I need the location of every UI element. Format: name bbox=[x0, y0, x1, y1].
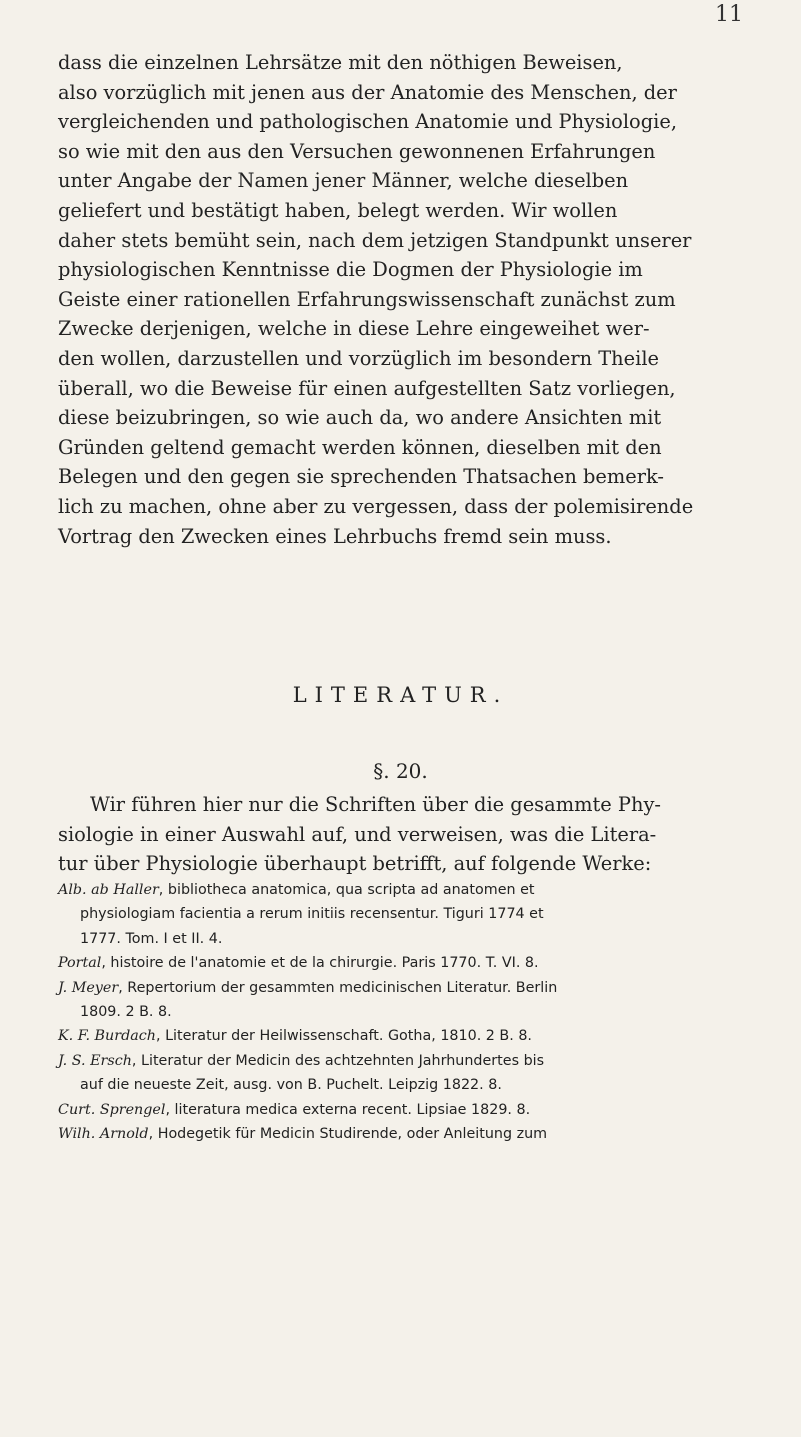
section-heading: LITERATUR. bbox=[292, 683, 509, 707]
text-line: vergleichenden und pathologischen Anatomie und Physiologie, bbox=[58, 110, 677, 134]
text-line: diese beizubringen, so wie auch da, wo andere Ansichten mit bbox=[58, 406, 662, 430]
reference-text: literatura medica externa recent. Lipsiae 1829. 8. bbox=[174, 1101, 531, 1118]
text-line: den wollen, darzustellen und vorzüglich im besondern Theile bbox=[58, 346, 660, 370]
reference-continuation: 1777. Tom. I et II. 4. bbox=[80, 930, 223, 947]
text-line: lich zu machen, ohne aber zu vergessen, dass der polemisirende bbox=[58, 494, 694, 518]
reference-entry: Wilh. Arnold, Hodegetik für Medicin Studirende, oder Anleitung zum bbox=[58, 1126, 548, 1143]
reference-author: J. S. Ersch bbox=[58, 1052, 132, 1069]
text-line: Belegen und den gegen sie sprechenden Thatsachen bemerk- bbox=[58, 465, 664, 489]
reference-entry: Curt. Sprengel, literatura medica externa recent. Lipsiae 1829. 8. bbox=[58, 1101, 531, 1118]
reference-entry: J. Meyer, Repertorium der gesammten medicinischen Literatur. Berlin bbox=[58, 979, 558, 996]
text-line: geliefert und bestätigt haben, belegt werden. Wir wollen bbox=[58, 198, 618, 222]
intro-paragraph bbox=[58, 790, 748, 879]
text-line: Zwecke derjenigen, welche in diese Lehre eingeweihet wer- bbox=[58, 317, 650, 341]
reference-list bbox=[58, 878, 758, 1146]
text-line: Vortrag den Zwecken eines Lehrbuchs fremd sein muss. bbox=[58, 524, 612, 548]
reference-continuation: auf die neueste Zeit, ausg. von B. Puchelt. Leipzig 1822. 8. bbox=[80, 1077, 502, 1094]
text-line: physiologischen Kenntnisse die Dogmen der Physiologie im bbox=[58, 258, 643, 282]
text-line: unter Angabe der Namen jener Männer, welche dieselben bbox=[58, 169, 629, 193]
reference-author: Portal bbox=[58, 955, 102, 972]
page-number: 11 bbox=[715, 2, 743, 27]
text-line: also vorzüglich mit jenen aus der Anatomie des Menschen, der bbox=[58, 80, 677, 104]
reference-text: Hodegetik für Medicin Studirende, oder Anleitung zum bbox=[157, 1126, 548, 1143]
reference-author: Wilh. Arnold bbox=[58, 1126, 149, 1143]
reference-text: bibliotheca anatomica, qua scripta ad anatomen et bbox=[167, 882, 535, 898]
reference-entry: J. S. Ersch, Literatur der Medicin des achtzehnten Jahrhundertes bis bbox=[58, 1052, 545, 1069]
text-line: daher stets bemüht sein, nach dem jetzigen Standpunkt unserer bbox=[58, 228, 692, 252]
body-paragraph bbox=[58, 48, 748, 551]
text-line: dass die einzelnen Lehrsätze mit den nöthigen Beweisen, bbox=[58, 51, 623, 74]
text-line: überall, wo die Beweise für einen aufgestellten Satz vorliegen, bbox=[58, 376, 676, 400]
text-line: siologie in einer Auswahl auf, und verweisen, was die Litera- bbox=[58, 822, 657, 846]
reference-author: J. Meyer bbox=[58, 979, 119, 996]
reference-author: K. F. Burdach bbox=[58, 1028, 156, 1045]
text-line: Gründen geltend gemacht werden können, dieselben mit den bbox=[58, 435, 662, 459]
reference-author: Curt. Sprengel bbox=[58, 1101, 166, 1118]
reference-entry: Alb. ab Haller, bibliotheca anatomica, qua scripta ad anatomen et bbox=[58, 882, 535, 898]
text-line: Geiste einer rationellen Erfahrungswissenschaft zunächst zum bbox=[58, 287, 676, 311]
text-line: so wie mit den aus den Versuchen gewonnenen Erfahrungen bbox=[58, 139, 656, 163]
reference-text: Literatur der Medicin des achtzehnten Jahrhundertes bis bbox=[141, 1052, 545, 1069]
text-line: tur über Physiologie überhaupt betrifft, auf folgende Werke: bbox=[58, 852, 652, 876]
section-number: §. 20. bbox=[373, 759, 428, 783]
reference-text: histoire de l'anatomie et de la chirurgie. Paris 1770. T. VI. 8. bbox=[110, 955, 539, 972]
reference-continuation: 1809. 2 B. 8. bbox=[80, 1004, 172, 1021]
reference-continuation: physiologiam facientia a rerum initiis recensentur. Tiguri 1774 et bbox=[80, 906, 544, 923]
text-line: Wir führen hier nur die Schriften über die gesammte Phy- bbox=[90, 793, 661, 816]
reference-author: Alb. ab Haller bbox=[58, 882, 159, 898]
reference-text: Literatur der Heilwissenschaft. Gotha, 1810. 2 B. 8. bbox=[165, 1028, 532, 1045]
reference-entry: Portal, histoire de l'anatomie et de la chirurgie. Paris 1770. T. VI. 8. bbox=[58, 955, 539, 972]
reference-entry: K. F. Burdach, Literatur der Heilwissenschaft. Gotha, 1810. 2 B. 8. bbox=[58, 1028, 532, 1045]
reference-text: Repertorium der gesammten medicinischen Literatur. Berlin bbox=[127, 979, 558, 996]
